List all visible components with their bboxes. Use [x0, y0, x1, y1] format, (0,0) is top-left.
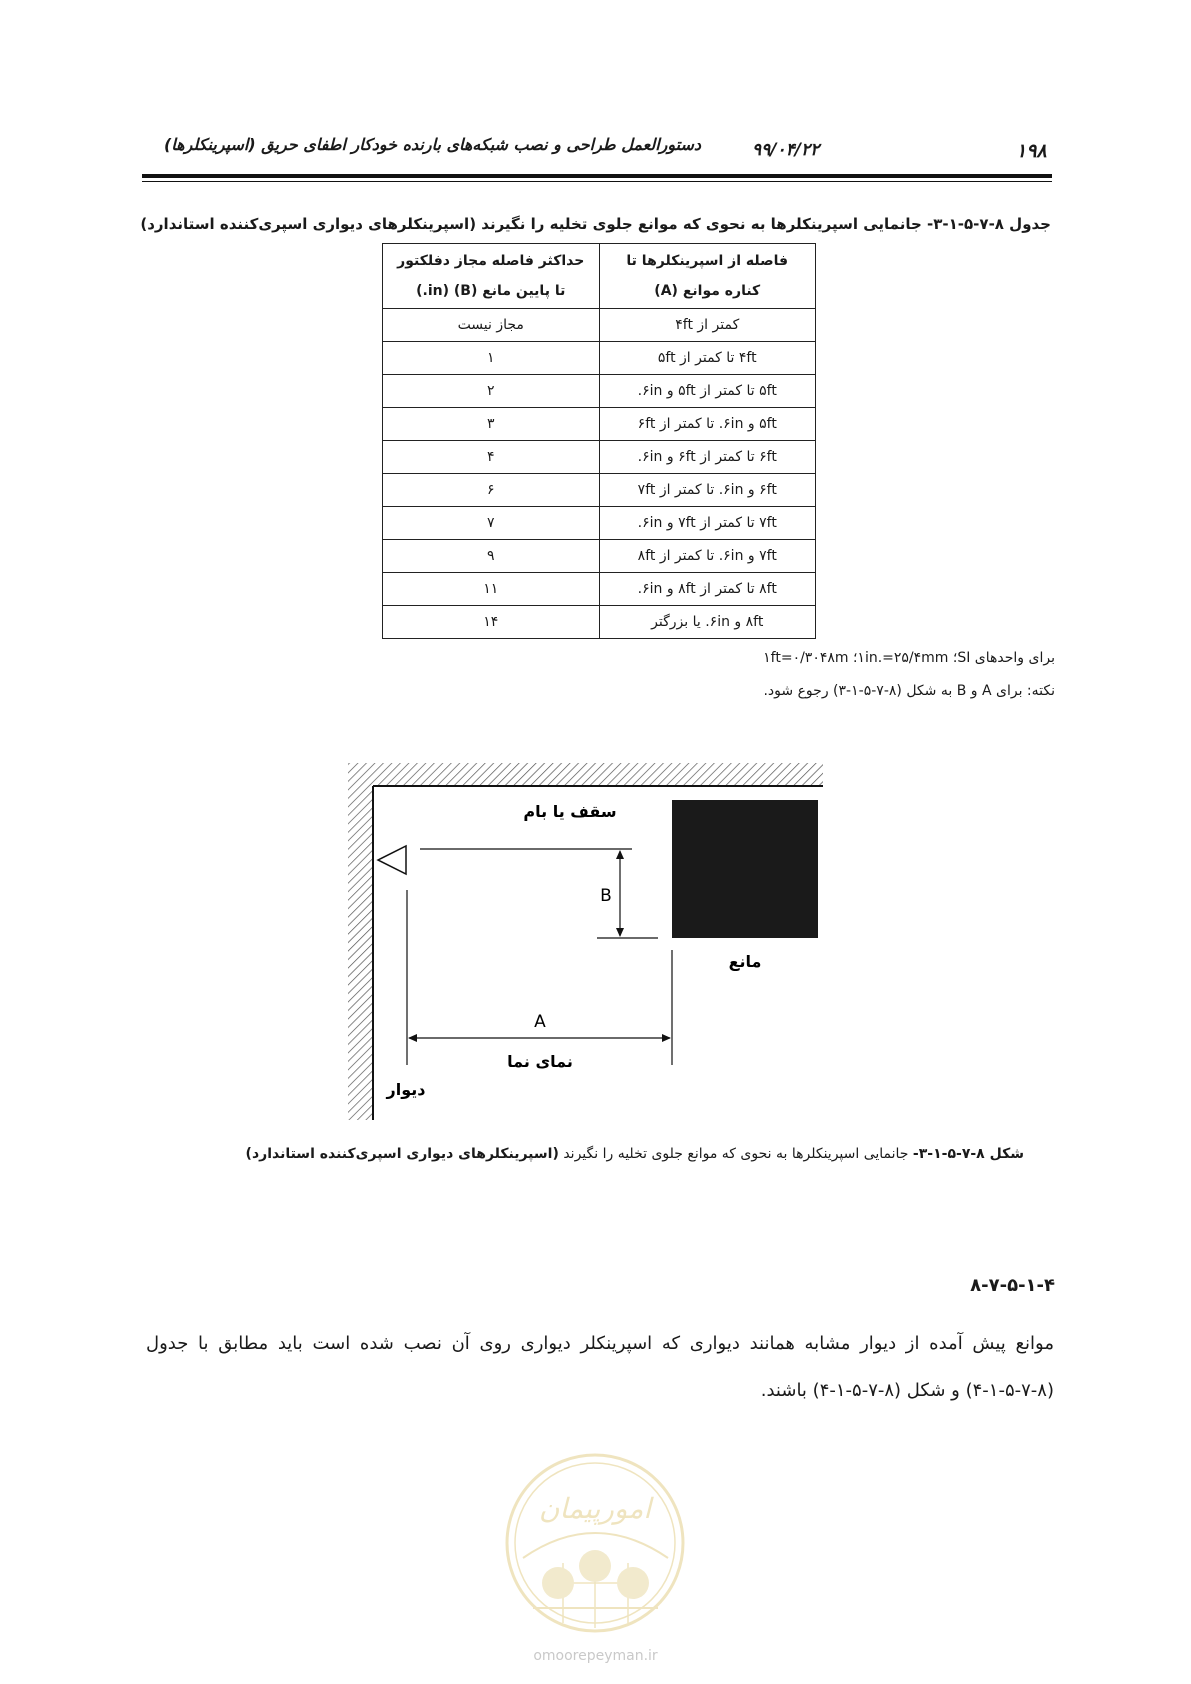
- section-number: ۸-۷-۵-۱-۴: [970, 1275, 1055, 1296]
- cell-a: ۸ft تا کمتر از ۸ft و ۶in.: [599, 573, 816, 606]
- col-a-header-line1: فاصله از اسپرینکلرها تا: [626, 253, 789, 269]
- cell-a: ۷ft تا کمتر از ۷ft و ۶in.: [599, 507, 816, 540]
- header-rule-thick: [142, 174, 1052, 178]
- figure-caption-number: شکل ۸-۷-۵-۱-۳-: [912, 1146, 1024, 1162]
- cell-b: ۷: [383, 507, 600, 540]
- cell-a: ۵ft تا کمتر از ۵ft و ۶in.: [599, 375, 816, 408]
- cell-b: مجاز نیست: [383, 309, 600, 342]
- cell-b: ۴: [383, 441, 600, 474]
- obstruction-block: [672, 800, 818, 938]
- ceiling-hatch: [348, 763, 823, 785]
- watermark-logo: [503, 1448, 688, 1643]
- table-row: [383, 540, 816, 573]
- cell-a: ۶ft تا کمتر از ۶ft و ۶in.: [599, 441, 816, 474]
- col-b-header-line1: حداکثر فاصله مجاز دفلکتور: [397, 253, 585, 269]
- table-row: [383, 573, 816, 606]
- label-wall: دیوار: [386, 1080, 426, 1099]
- table-row: [383, 342, 816, 375]
- table-header-row: [383, 244, 816, 309]
- table-row: [383, 309, 816, 342]
- cell-b: ۶: [383, 474, 600, 507]
- figure-caption: [246, 1146, 1024, 1162]
- dimension-b: [616, 850, 624, 937]
- cell-a: ۸ft و ۶in. یا بزرگتر: [599, 606, 816, 639]
- watermark-logo-text: امورپیمان: [538, 1492, 652, 1525]
- header-date: ۹۹/۰۴/۲۲: [752, 140, 820, 160]
- label-elevation: نمای نما: [507, 1052, 573, 1071]
- cell-a: ۶ft و ۶in. تا کمتر از ۷ft: [599, 474, 816, 507]
- cell-a: ۵ft و ۶in. تا کمتر از ۶ft: [599, 408, 816, 441]
- section-paragraph: موانع پیش آمده از دیوار مشابه همانند دیواری که اسپرینکلر دیواری روی آن نصب شده است باید مطابق با جدول (۸-۷-۵-۱-۴) و شکل (۸-۷-۵-۱-۴) باشند.: [146, 1333, 1054, 1401]
- cell-b: ۱۴: [383, 606, 600, 639]
- units-note: برای واحدهای SI؛ ۱in.=۲۵/۴mm؛ ۱ft=۰/۳۰۴۸m: [763, 650, 1055, 666]
- table-row: [383, 606, 816, 639]
- figure-caption-text: جانمایی اسپرینکلرها به نحوی که موانع جلوی تخلیه را نگیرند: [558, 1146, 913, 1162]
- table-row: [383, 507, 816, 540]
- label-obstruction: مانع: [728, 952, 762, 971]
- table-row: [383, 441, 816, 474]
- sprinkler-distance-table: [382, 243, 816, 639]
- cell-b: ۲: [383, 375, 600, 408]
- cell-a: کمتر از ۴ft: [599, 309, 816, 342]
- sprinkler-icon: [378, 846, 406, 874]
- header-title: دستورالعمل طراحی و نصب شبکه‌های بارنده خودکار اطفای حریق (اسپرینکلرها): [163, 135, 701, 154]
- table-row: [383, 375, 816, 408]
- cell-b: ۱۱: [383, 573, 600, 606]
- header-rule-thin: [142, 181, 1052, 182]
- watermark-url: omoorepeyman.ir: [533, 1648, 658, 1664]
- col-a-header-line2: کناره موانع (A): [654, 283, 761, 299]
- sprinkler-obstruction-figure: [340, 755, 830, 1125]
- table-row: [383, 474, 816, 507]
- table-row: [383, 408, 816, 441]
- page-number: ۱۹۸: [1016, 140, 1047, 162]
- col-header-distance-a: [599, 244, 816, 309]
- col-b-header-line2: تا پایین مانع (B) (in.): [416, 283, 566, 299]
- label-a: A: [534, 1012, 546, 1032]
- cell-b: ۳: [383, 408, 600, 441]
- reference-note: نکته: برای A و B به شکل (۸-۷-۵-۱-۳) رجوع شود.: [763, 683, 1055, 699]
- table-caption: جدول ۸-۷-۵-۱-۳- جانمایی اسپرینکلرها به نحوی که موانع جلوی تخلیه را نگیرند (اسپرینکلرهای دیواری اسپری‌کننده استاندارد): [140, 215, 1051, 233]
- cell-a: ۴ft تا کمتر از ۵ft: [599, 342, 816, 375]
- figure-caption-end: (اسپرینکلرهای دیواری اسپری‌کننده استاندارد): [245, 1146, 559, 1162]
- col-header-max-distance-b: [383, 244, 600, 309]
- label-b: B: [600, 886, 612, 906]
- cell-b: ۹: [383, 540, 600, 573]
- cell-b: ۱: [383, 342, 600, 375]
- label-ceiling: سقف یا بام: [523, 802, 617, 821]
- cell-a: ۷ft و ۶in. تا کمتر از ۸ft: [599, 540, 816, 573]
- wall-hatch: [348, 785, 372, 1120]
- dimension-a: [408, 1034, 671, 1042]
